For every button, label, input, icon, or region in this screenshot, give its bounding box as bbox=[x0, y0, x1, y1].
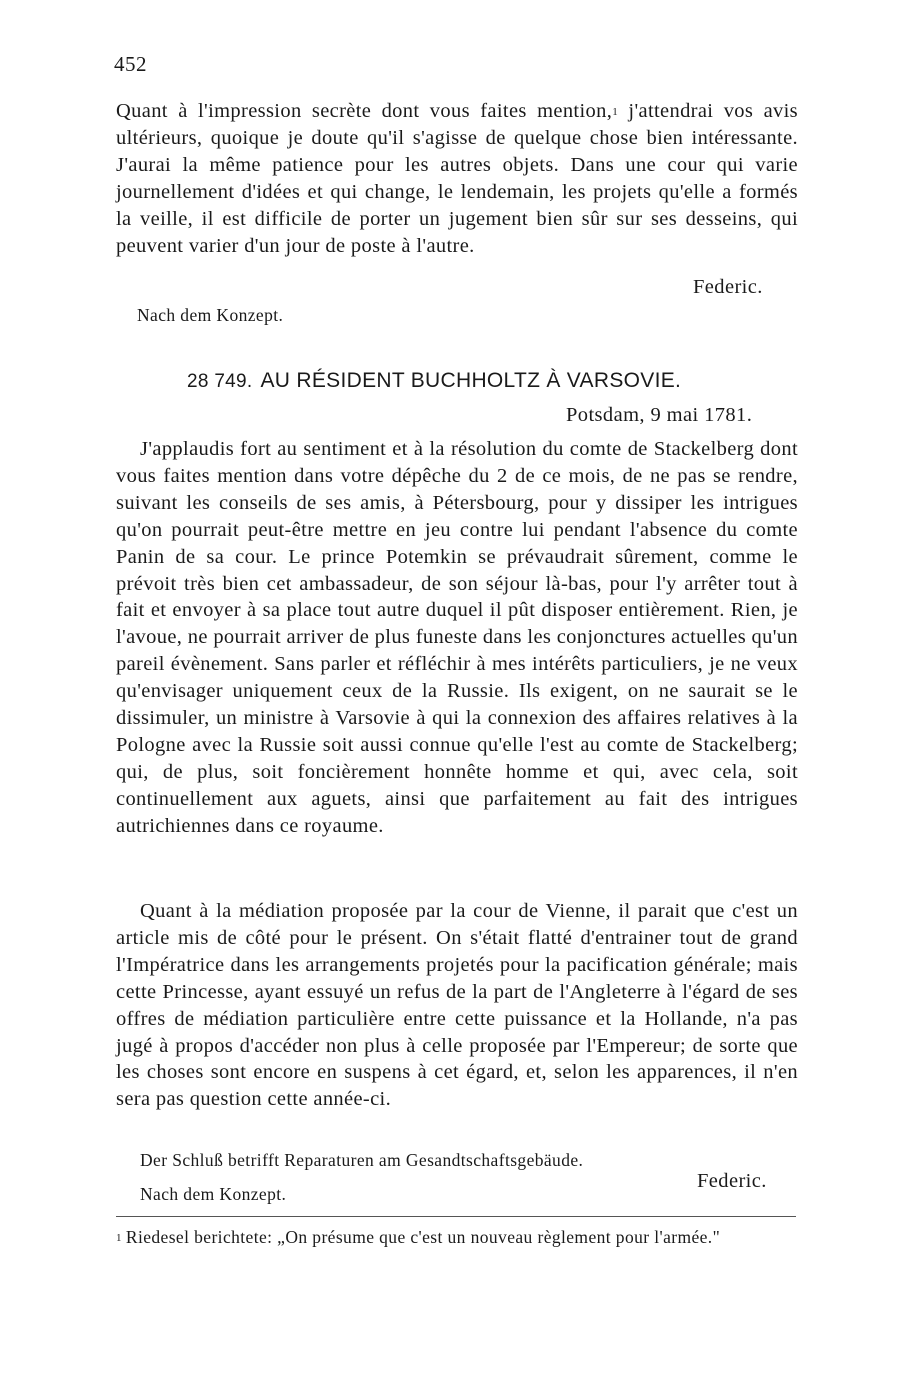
letter-2-summary-note: Der Schluß betrifft Reparaturen am Gesandtschaftsgebäude. bbox=[140, 1150, 584, 1170]
letter-1-signature: Federic. bbox=[693, 276, 763, 298]
letter-2-signature: Federic. bbox=[697, 1170, 767, 1192]
letter-1-paragraph bbox=[116, 98, 798, 286]
footnote bbox=[116, 1226, 798, 1248]
footnote-reference[interactable]: 1 bbox=[612, 106, 619, 118]
letter-2-paragraph-1: J'applaudis fort au sentiment et à la résolution du comte de Stackelberg dont vous faites mention dans votre dépêche du 2 de ce mois, de ne pas se rendre, suivant les conseils de ses amis, à Pétersbourg, pour y dissiper les intrigues qu'on pourrait peut-être mettre en jeu contre lui pendant l'absence du comte Panin de sa cour. Le prince Potemkin se prévaudrait sûrement, comme le prévoit très bien cet ambassadeur, de son séjour là-bas, pour l'y arrêter tout à fait et envoyer à sa place tout autre duquel il pût disposer entièrement. Rien, je l'avoue, ne pourrait arriver de plus funeste dans les conjonctures actuelles qu'un pareil évènement. Sans parler et réfléchir à mes intérêts particuliers, je ne veux qu'envisager uniquement ceux de la Russie. Ils exigent, on ne saurait se le dissimuler, un ministre à Varsovie à qui la connexion des affaires relatives à la Pologne avec la Russie soit aussi connue qu'elle l'est au comte de Stackelberg; qui, de plus, soit foncièrement honnête homme et qui, avec cela, soit continuellement aux aguets, ainsi que parfaitement au fait des intrigues autrichiennes dans ce royaume. bbox=[116, 438, 798, 837]
letter-2-number: 28 749. bbox=[187, 371, 253, 392]
letter-1-text-part-1: Quant à l'impression secrète dont vous faites mention, bbox=[116, 100, 613, 122]
letter-2-place-date: Potsdam, 9 mai 1781. bbox=[566, 404, 753, 426]
letter-1-source-note: Nach dem Konzept. bbox=[137, 305, 284, 325]
letter-2-source-note: Nach dem Konzept. bbox=[140, 1184, 287, 1204]
letter-1-text-part-2: j'attendrai vos avis ultérieurs, quoique je doute qu'il s'agisse de quelque chose bien intéressante. J'aurai la même patience pour les autres objets. Dans une cour qui varie journellement d'idées et qui change, le lendemain, les projets qu'elle a formés la veille, il est difficile de porter un jugement bien sûr sur ses desseins, qui peuvent varier d'un jour de poste à l'autre. bbox=[116, 100, 798, 257]
footnote-marker: 1 bbox=[116, 1232, 122, 1244]
letter-2-title: AU RÉSIDENT BUCHHOLTZ À VARSOVIE. bbox=[260, 369, 682, 392]
letter-2-paragraph-2: Quant à la médiation proposée par la cour de Vienne, il parait que c'est un article mis de côté pour le présent. On s'était flatté d'entrainer tout de grand l'Impératrice dans les arrangements projetés pour la pacification générale; mais cette Princesse, ayant essuyé un refus de la part de l'Angleterre à l'égard de ses offres de médiation particulière entre cette puissance et la Hollande, n'a pas jugé à propos d'accéder non plus à celle proposée par l'Empereur; de sorte que les choses sont encore en suspens à cet égard, et, selon les apparences, il n'en sera pas question cette année-ci. bbox=[116, 900, 798, 1111]
footnote-divider bbox=[116, 1216, 796, 1217]
letter-2-heading bbox=[187, 369, 681, 393]
footnote-text: Riedesel berichtete: „On présume que c'est un nouveau règlement pour l'armée." bbox=[125, 1227, 721, 1247]
page-number: 452 bbox=[114, 52, 147, 76]
